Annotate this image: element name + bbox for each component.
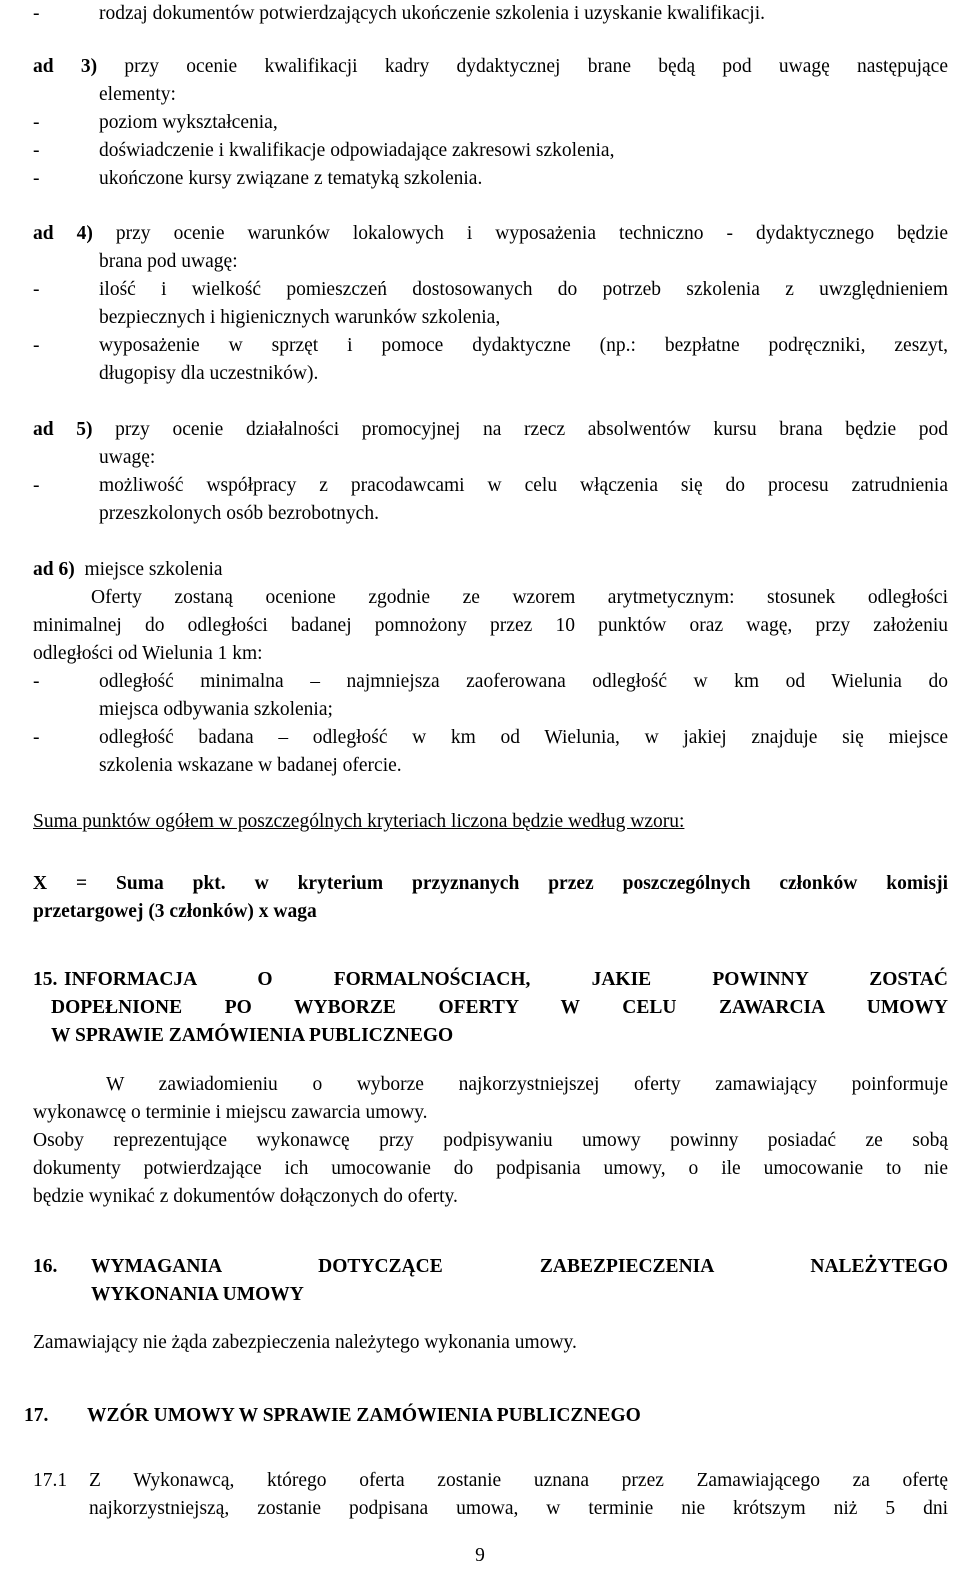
dash: - — [33, 671, 40, 692]
section-number: 15. — [33, 969, 58, 990]
dash: - — [33, 727, 40, 748]
ad4-label: ad 4) — [33, 223, 93, 244]
ad3-label: ad 3) — [33, 56, 98, 77]
list-item-text: ukończone kursy związane z tematyką szkolenia. — [99, 168, 483, 189]
formula-line-1: X = Suma pkt. w kryterium przyznanych przez poszczególnych członków komisji — [33, 873, 948, 894]
section-15-title-row-1 — [33, 966, 948, 994]
section-17-title-row — [24, 1402, 939, 1430]
top-bullet — [33, 0, 948, 28]
ad3-intro-line-2: elementy: — [99, 84, 176, 105]
formula-line-2: przetargowej (3 członków) x waga — [33, 901, 317, 922]
section-15-title-1: INFORMACJA O FORMALNOŚCIACH, JAKIE POWINNY ZOSTAĆ — [64, 969, 948, 990]
section-ad4 — [33, 220, 948, 388]
list-item-text: możliwość współpracy z pracodawcami w celu włączenia się do procesu zatrudnienia — [99, 475, 948, 496]
dash: - — [33, 112, 40, 133]
section-16-p1: Zamawiający nie żąda zabezpieczenia należytego wykonania umowy. — [33, 1332, 577, 1353]
list-item — [33, 668, 948, 696]
list-item-continuation: szkolenia wskazane w badanej ofercie. — [99, 755, 402, 776]
list-item-text: odległość minimalna – najmniejsza zaoferowana odległość w km od Wielunia do — [99, 671, 948, 692]
section-16-title-1: WYMAGANIA DOTYCZĄCE ZABEZPIECZENIA NALEŻYTEGO — [91, 1256, 948, 1277]
list-item-continuation: przeszkolonych osób bezrobotnych. — [99, 503, 379, 524]
list-item-continuation: bezpiecznych i higienicznych warunków szkolenia, — [99, 307, 501, 328]
section-17-1-row-1 — [33, 1467, 948, 1495]
ad4-intro-line-1 — [33, 220, 948, 248]
section-15-p2-line-1: Osoby reprezentujące wykonawcę przy podpisywaniu umowy powinny posiadać ze sobą — [33, 1130, 948, 1151]
section-ad5 — [33, 416, 948, 528]
section-17-1 — [33, 1467, 948, 1523]
sum-heading-block — [33, 808, 948, 836]
section-16-title-row-1 — [33, 1253, 948, 1281]
ad4-intro-line-2: brana pod uwagę: — [99, 251, 238, 272]
section-16-title-2: WYKONANIA UMOWY — [91, 1284, 304, 1305]
section-17-1-line-2: najkorzystniejszą, zostanie podpisana umowa, w terminie nie krótszym niż 5 dni — [89, 1498, 948, 1519]
list-item-text: wyposażenie w sprzęt i pomoce dydaktyczne (np.: bezpłatne podręczniki, zeszyt, — [99, 335, 948, 356]
list-item — [33, 165, 948, 193]
section-number: 16. — [33, 1256, 58, 1277]
section-number: 17. — [24, 1405, 49, 1426]
list-item-text: odległość badana – odległość w km od Wielunia, w jakiej znajduje się miejsce — [99, 727, 948, 748]
section-17-title: WZÓR UMOWY W SPRAWIE ZAMÓWIENIA PUBLICZNEGO — [87, 1405, 641, 1426]
formula-block — [33, 870, 948, 926]
ad5-intro-line-2: uwagę: — [99, 447, 156, 468]
list-item — [33, 332, 948, 360]
section-ad6 — [33, 556, 948, 780]
list-item-continuation: miejsca odbywania szkolenia; — [99, 699, 333, 720]
dash: - — [33, 279, 40, 300]
list-item — [33, 276, 948, 304]
dash: - — [33, 168, 40, 189]
ad3-intro-text-1: przy ocenie kwalifikacji kadry dydaktycznej brane będą pod uwagę następujące — [124, 56, 948, 77]
section-ad3 — [33, 53, 948, 193]
section-15-p1-line-1: W zawiadomieniu o wyborze najkorzystniejszej oferty zamawiający poinformuje — [106, 1074, 948, 1095]
section-17 — [24, 1402, 939, 1430]
ad6-label: ad 6) — [33, 559, 75, 580]
section-15-p2-line-2: dokumenty potwierdzające ich umocowanie do podpisania umowy, o ile umocowanie to nie — [33, 1158, 948, 1179]
dash: - — [33, 475, 40, 496]
dash: - — [33, 3, 40, 24]
dash: - — [33, 140, 40, 161]
list-item — [33, 109, 948, 137]
ad6-title: miejsce szkolenia — [84, 559, 223, 580]
page-number: 9 — [475, 1545, 485, 1566]
subsection-number: 17.1 — [33, 1470, 68, 1491]
ad5-label: ad 5) — [33, 419, 93, 440]
ad5-intro-line-1 — [33, 416, 948, 444]
ad3-intro-line-1 — [33, 53, 948, 81]
ad4-intro-text-1: przy ocenie warunków lokalowych i wyposażenia techniczno - dydaktycznego będzie — [115, 223, 948, 244]
section-15-p2-line-3: będzie wynikać z dokumentów dołączonych do oferty. — [33, 1186, 458, 1207]
section-16 — [33, 1253, 948, 1357]
section-15 — [33, 966, 948, 1211]
ad6-para-line-2: minimalnej do odległości badanej pomnożony przez 10 punktów oraz wagę, przy założeniu — [33, 615, 948, 636]
list-item-text: doświadczenie i kwalifikacje odpowiadające zakresowi szkolenia, — [99, 140, 615, 161]
section-15-title-2: DOPEŁNIONE PO WYBORZE OFERTY W CELU ZAWARCIA UMOWY — [51, 997, 948, 1018]
dash: - — [33, 335, 40, 356]
list-item-text: poziom wykształcenia, — [99, 112, 278, 133]
list-item-continuation: długopisy dla uczestników). — [99, 363, 319, 384]
section-17-1-line-1: Z Wykonawcą, którego oferta zostanie uznana przez Zamawiającego za ofertę — [89, 1470, 948, 1491]
list-item — [33, 472, 948, 500]
sum-heading: Suma punktów ogółem w poszczególnych kryteriach liczona będzie według wzoru: — [33, 811, 685, 832]
list-item — [33, 724, 948, 752]
ad6-para-line-1: Oferty zostaną ocenione zgodnie ze wzorem arytmetycznym: stosunek odległości — [91, 587, 948, 608]
ad6-para-line-3: odległości od Wielunia 1 km: — [33, 643, 263, 664]
section-15-p1-line-2: wykonawcę o terminie i miejscu zawarcia umowy. — [33, 1102, 428, 1123]
ad6-heading — [33, 556, 948, 584]
bullet-text: rodzaj dokumentów potwierdzających ukończenie szkolenia i uzyskanie kwalifikacji. — [99, 3, 765, 24]
ad5-intro-text-1: przy ocenie działalności promocyjnej na rzecz absolwentów kursu brana będzie pod — [115, 419, 949, 440]
section-15-title-3: W SPRAWIE ZAMÓWIENIA PUBLICZNEGO — [51, 1025, 454, 1046]
list-item — [33, 137, 948, 165]
list-item-text: ilość i wielkość pomieszczeń dostosowanych do potrzeb szkolenia z uwzględnieniem — [99, 279, 948, 300]
